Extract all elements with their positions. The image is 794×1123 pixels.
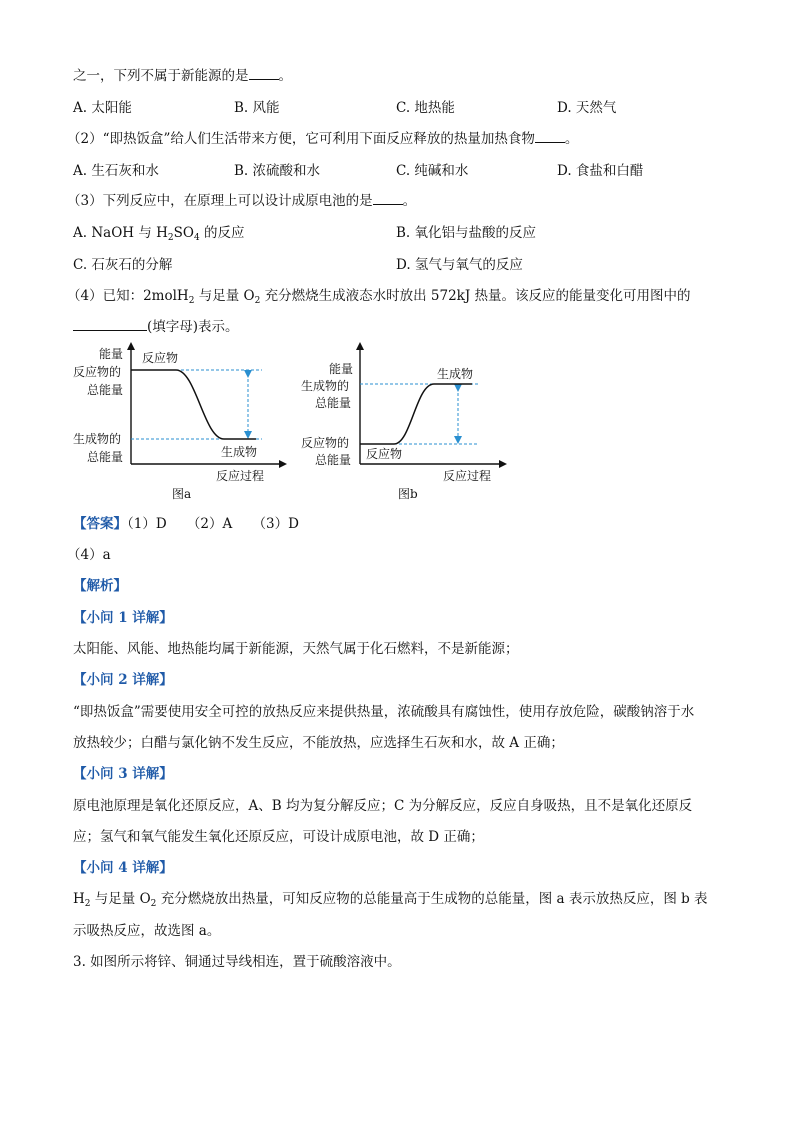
product-total-label-2: 总能量 xyxy=(315,396,352,410)
answer-part4: （4）a xyxy=(67,547,111,563)
product-total-label-1: 生成物的 xyxy=(301,379,350,393)
sub3-label: 【小问 3 详解】 xyxy=(73,766,173,782)
figure-caption: 图a xyxy=(172,487,192,501)
reactant-total-label-1: 反应物的 xyxy=(301,436,350,450)
reactant-label: 反应物 xyxy=(142,351,179,365)
sub3-line1: 原电池原理是氧化还原反应，A、B 均为复分解反应；C 为分解反应，反应自身吸热，且不是氧化还原反 xyxy=(73,798,693,814)
question-2-stem: （2）“即热饭盒”给人们生活带来方便，它可利用下面反应释放的热量加热食物 。 xyxy=(67,131,579,147)
answer-blank xyxy=(249,67,279,80)
figure-caption: 图b xyxy=(398,487,418,501)
q1-option-b: B. 风能 xyxy=(234,100,280,116)
question-4-line2: (填字母)表示。 xyxy=(73,318,734,336)
q3-option-b: B. 氧化铝与盐酸的反应 xyxy=(396,225,537,241)
x-axis-label: 反应过程 xyxy=(216,469,265,483)
analysis-label: 【解析】 xyxy=(73,578,127,594)
answer-blank xyxy=(535,130,565,143)
answer-blank xyxy=(373,192,403,205)
sub4-line2: 示吸热反应，故选图 a。 xyxy=(73,923,221,939)
question-3-stem: （3）下列反应中，在原理上可以设计成原电池的是 。 xyxy=(67,193,417,209)
answer-line: 【答案】（1）D （2）A （3）D xyxy=(73,516,299,532)
sub2-label: 【小问 2 详解】 xyxy=(73,672,173,688)
q2-option-c: C. 纯碱和水 xyxy=(396,163,469,179)
answer-blank xyxy=(73,318,147,331)
sub2-line2: 放热较少；白醋与氯化钠不发生反应，不能放热，应选择生石灰和水，故 A 正确； xyxy=(73,735,564,751)
next-question-stem: 3. 如图所示将锌、铜通过导线相连，置于硫酸溶液中。 xyxy=(73,954,401,970)
question-4-stem: （4）已知：2molH$_2$ 与足量 $O_2$ 充分燃烧生成液态水时放出 572kJ 热量。该反应的能量变化可用图中的 xyxy=(67,288,691,306)
q3-option-c: C. 石灰石的分解 xyxy=(73,257,173,273)
sub3-line2: 应；氢气和氧气能发生氧化还原反应，可设计成原电池，故 D 正确； xyxy=(73,829,484,845)
product-label: 生成物 xyxy=(221,445,258,459)
q1-option-a: A. 太阳能 xyxy=(73,100,132,116)
sub1-text: 太阳能、风能、地热能均属于新能源，天然气属于化石燃料，不是新能源； xyxy=(73,641,519,657)
sub4-line1: $H_2$ 与足量 $O_2$ 充分燃烧放出热量，可知反应物的总能量高于生成物的总能量，图 a 表示放热反应，图 b 表 xyxy=(73,891,708,909)
question-1-stem: 之一，下列不属于新能源的是 。 xyxy=(73,68,292,84)
energy-diagram-a xyxy=(66,340,288,506)
sub2-line1: “即热饭盒”需要使用安全可控的放热反应来提供热量，浓硫酸具有腐蚀性，使用存放危险，碳酸钠溶于水 xyxy=(73,704,695,720)
energy-curve xyxy=(131,370,256,439)
product-label: 生成物 xyxy=(437,367,474,381)
product-total-label-2: 总能量 xyxy=(87,450,124,464)
reactant-total-label-2: 总能量 xyxy=(87,383,124,397)
q3-option-a: A. NaOH 与 $H_2SO_4$ 的反应 xyxy=(73,225,245,243)
q2-option-b: B. 浓硫酸和水 xyxy=(234,163,321,179)
q3-option-d: D. 氢气与氧气的反应 xyxy=(396,257,523,273)
product-total-label-1: 生成物的 xyxy=(73,432,122,446)
y-axis-label: 能量 xyxy=(329,362,354,376)
answer-label: 【答案】 xyxy=(73,516,127,532)
sub1-label: 【小问 1 详解】 xyxy=(73,610,173,626)
reactant-total-label-1: 反应物的 xyxy=(73,365,122,379)
reactant-label: 反应物 xyxy=(366,447,403,461)
q1-option-d: D. 天然气 xyxy=(557,100,617,116)
q2-option-d: D. 食盐和白醋 xyxy=(557,163,644,179)
reactant-total-label-2: 总能量 xyxy=(315,453,352,467)
energy-diagram-b xyxy=(296,340,510,506)
q2-option-a: A. 生石灰和水 xyxy=(73,163,159,179)
y-axis-label: 能量 xyxy=(99,347,124,361)
energy-curve xyxy=(360,384,472,444)
sub4-label: 【小问 4 详解】 xyxy=(73,860,173,876)
x-axis-label: 反应过程 xyxy=(443,469,492,483)
q1-option-c: C. 地热能 xyxy=(396,100,455,116)
